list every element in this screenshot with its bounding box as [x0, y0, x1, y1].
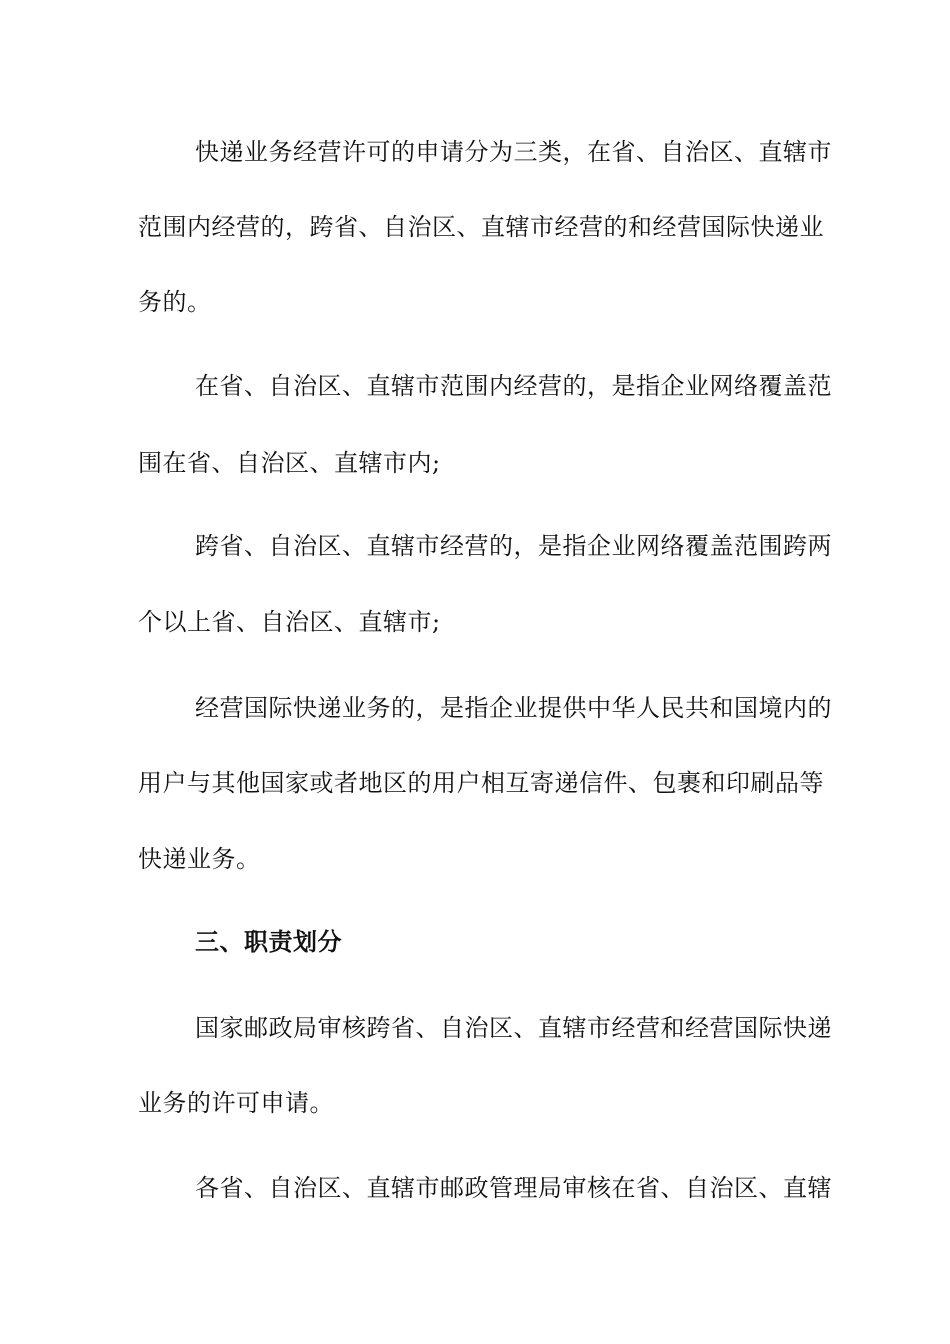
paragraph-1-line-2: 范围内经营的，跨省、自治区、直辖市经营的和经营国际快递业 — [138, 213, 824, 241]
paragraph-3-line-1: 跨省、自治区、直辖市经营的，是指企业网络覆盖范围跨两 — [195, 532, 832, 560]
section-heading: 三、职责划分 — [195, 927, 342, 956]
paragraph-5-line-1: 国家邮政局审核跨省、自治区、直辖市经营和经营国际快递 — [195, 1014, 832, 1042]
paragraph-6-line-1: 各省、自治区、直辖市邮政管理局审核在省、自治区、直辖 — [195, 1174, 832, 1202]
paragraph-1-line-3: 务的。 — [138, 288, 212, 316]
paragraph-4-line-1: 经营国际快递业务的，是指企业提供中华人民共和国境内的 — [195, 694, 832, 722]
paragraph-5-line-2: 业务的许可申请。 — [138, 1089, 334, 1117]
paragraph-2-line-1: 在省、自治区、直辖市范围内经营的，是指企业网络覆盖范 — [195, 372, 832, 400]
paragraph-1-line-1: 快递业务经营许可的申请分为三类，在省、自治区、直辖市 — [195, 138, 832, 166]
paragraph-4-line-3: 快递业务。 — [138, 845, 261, 873]
paragraph-3-line-2: 个以上省、自治区、直辖市; — [138, 608, 441, 636]
paragraph-2-line-2: 围在省、自治区、直辖市内; — [138, 449, 441, 477]
paragraph-4-line-2: 用户与其他国家或者地区的用户相互寄递信件、包裹和印刷品等 — [138, 769, 824, 797]
